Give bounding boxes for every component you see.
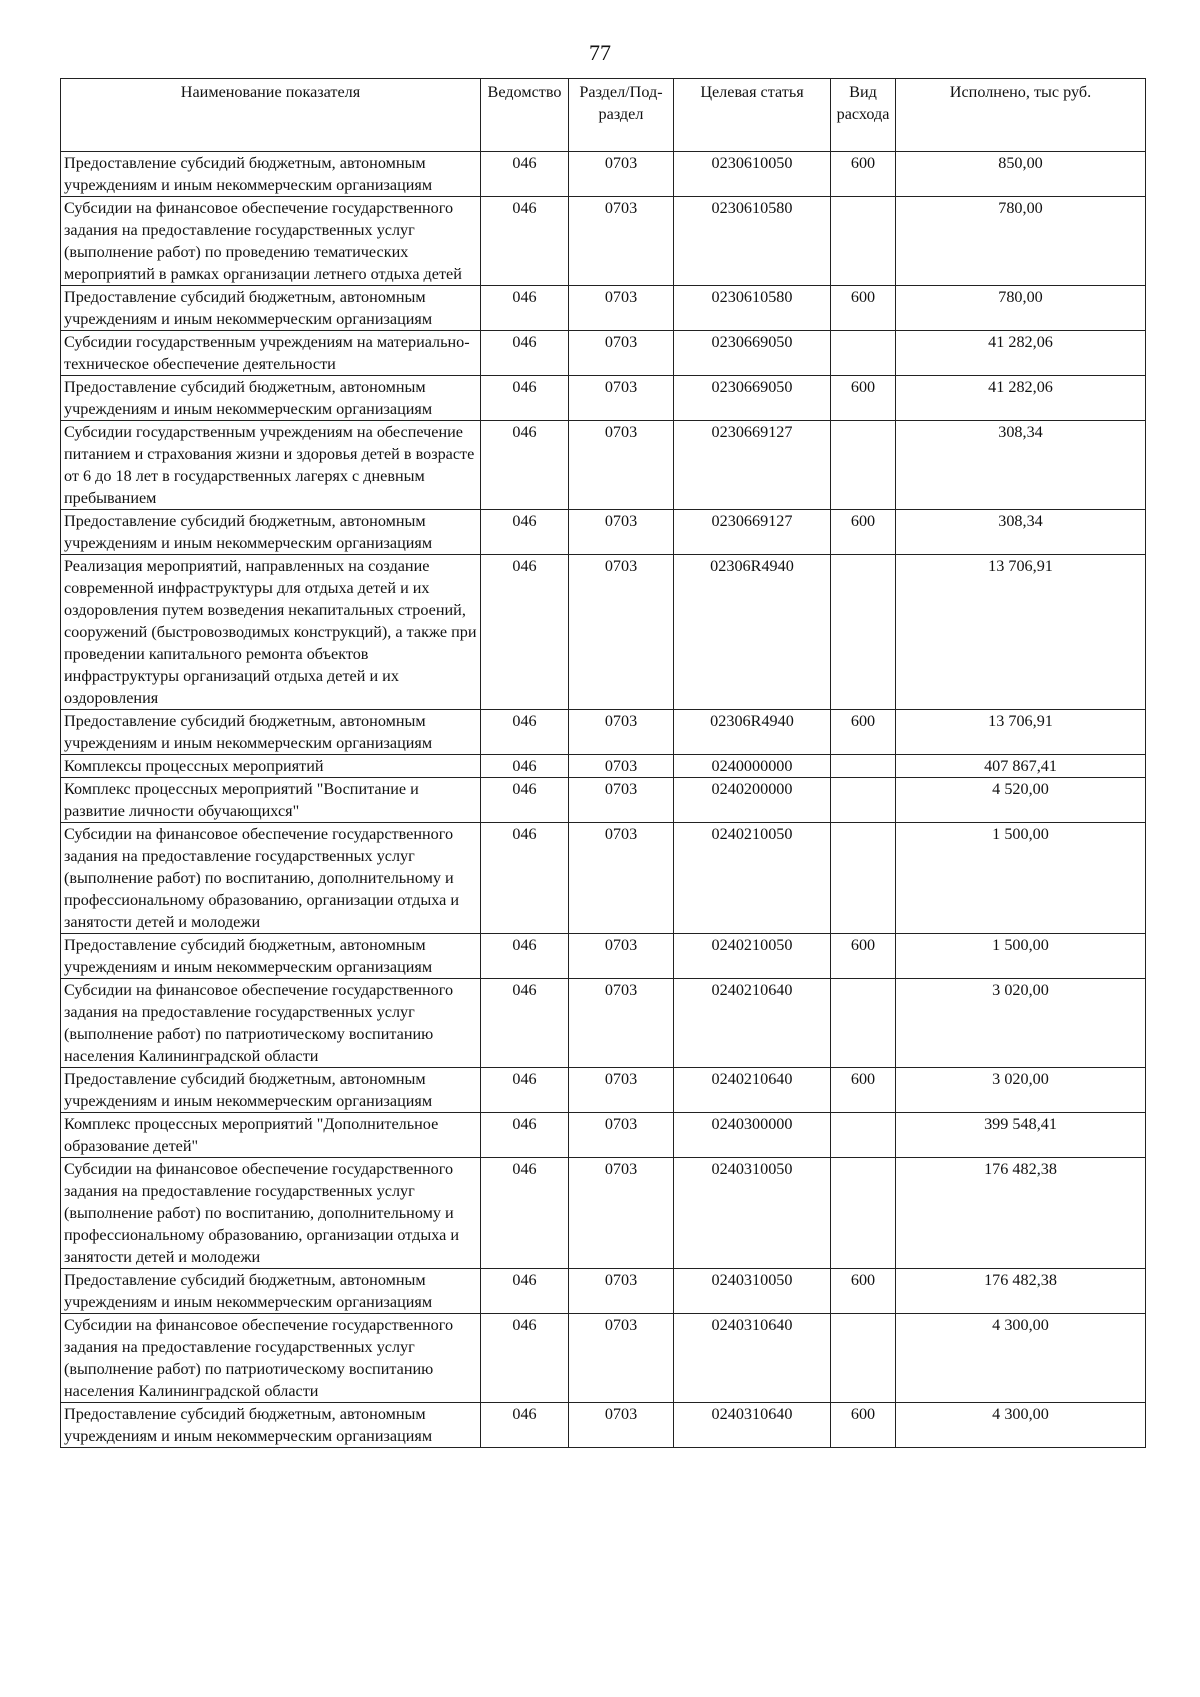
cell-section: 0703 — [569, 152, 674, 197]
table-row — [61, 555, 1146, 710]
table-row — [61, 286, 1146, 331]
cell-indicator-name: Комплексы процессных мероприятий — [61, 755, 481, 778]
cell-indicator-name: Комплекс процессных мероприятий "Дополнительное образование детей" — [61, 1113, 481, 1158]
header-target-item: Целевая статья — [674, 79, 831, 152]
cell-executed-amount: 176 482,38 — [896, 1269, 1146, 1314]
cell-section: 0703 — [569, 510, 674, 555]
cell-department: 046 — [481, 152, 569, 197]
cell-target-item: 02306R4940 — [674, 710, 831, 755]
cell-indicator-name: Субсидии на финансовое обеспечение государственного задания на предоставление государственных услуг (выполнение работ) по проведению тематических мероприятий в рамках организации летнего отдыха детей — [61, 197, 481, 286]
cell-department: 046 — [481, 823, 569, 934]
cell-expense-type — [831, 555, 896, 710]
cell-expense-type: 600 — [831, 1403, 896, 1448]
cell-target-item: 0230610580 — [674, 197, 831, 286]
cell-expense-type — [831, 421, 896, 510]
cell-expense-type — [831, 1158, 896, 1269]
cell-department: 046 — [481, 421, 569, 510]
cell-indicator-name: Субсидии государственным учреждениям на обеспечение питанием и страхования жизни и здоровья детей в возрасте от 6 до 18 лет в государственных лагерях с дневным пребыванием — [61, 421, 481, 510]
cell-department: 046 — [481, 1158, 569, 1269]
cell-executed-amount: 1 500,00 — [896, 934, 1146, 979]
table-row — [61, 421, 1146, 510]
cell-executed-amount: 780,00 — [896, 197, 1146, 286]
cell-executed-amount: 399 548,41 — [896, 1113, 1146, 1158]
cell-section: 0703 — [569, 1158, 674, 1269]
cell-executed-amount: 41 282,06 — [896, 376, 1146, 421]
cell-executed-amount: 308,34 — [896, 421, 1146, 510]
cell-executed-amount: 407 867,41 — [896, 755, 1146, 778]
table-row — [61, 197, 1146, 286]
cell-section: 0703 — [569, 1314, 674, 1403]
cell-executed-amount: 4 520,00 — [896, 778, 1146, 823]
table-row — [61, 1068, 1146, 1113]
cell-department: 046 — [481, 1068, 569, 1113]
table-row — [61, 778, 1146, 823]
cell-section: 0703 — [569, 823, 674, 934]
header-expense-type: Вид расхода — [831, 79, 896, 152]
cell-expense-type — [831, 331, 896, 376]
cell-section: 0703 — [569, 376, 674, 421]
cell-section: 0703 — [569, 755, 674, 778]
table-row — [61, 1269, 1146, 1314]
cell-target-item: 0240310640 — [674, 1314, 831, 1403]
table-row — [61, 979, 1146, 1068]
cell-executed-amount: 176 482,38 — [896, 1158, 1146, 1269]
cell-expense-type: 600 — [831, 152, 896, 197]
cell-indicator-name: Субсидии на финансовое обеспечение государственного задания на предоставление государственных услуг (выполнение работ) по воспитанию, дополнительному и профессиональному образованию, организации отдыха и занятости детей и молодежи — [61, 1158, 481, 1269]
cell-section: 0703 — [569, 555, 674, 710]
cell-section: 0703 — [569, 979, 674, 1068]
cell-executed-amount: 780,00 — [896, 286, 1146, 331]
cell-department: 046 — [481, 1403, 569, 1448]
cell-target-item: 0230669050 — [674, 376, 831, 421]
cell-executed-amount: 1 500,00 — [896, 823, 1146, 934]
cell-executed-amount: 850,00 — [896, 152, 1146, 197]
table-row — [61, 331, 1146, 376]
cell-target-item: 0240210050 — [674, 823, 831, 934]
cell-department: 046 — [481, 1113, 569, 1158]
cell-target-item: 0240210640 — [674, 979, 831, 1068]
cell-expense-type — [831, 1113, 896, 1158]
cell-target-item: 0230669050 — [674, 331, 831, 376]
cell-indicator-name: Предоставление субсидий бюджетным, автономным учреждениям и иным некоммерческим организациям — [61, 710, 481, 755]
cell-executed-amount: 13 706,91 — [896, 710, 1146, 755]
cell-target-item: 0230669127 — [674, 510, 831, 555]
cell-target-item: 0240310640 — [674, 1403, 831, 1448]
table-header — [61, 79, 1146, 152]
cell-indicator-name: Субсидии на финансовое обеспечение государственного задания на предоставление государственных услуг (выполнение работ) по патриотическому воспитанию населения Калининградской области — [61, 979, 481, 1068]
cell-indicator-name: Комплекс процессных мероприятий "Воспитание и развитие личности обучающихся" — [61, 778, 481, 823]
table-row — [61, 1314, 1146, 1403]
table-row — [61, 755, 1146, 778]
cell-indicator-name: Предоставление субсидий бюджетным, автономным учреждениям и иным некоммерческим организациям — [61, 1269, 481, 1314]
cell-department: 046 — [481, 710, 569, 755]
cell-department: 046 — [481, 755, 569, 778]
cell-department: 046 — [481, 376, 569, 421]
cell-expense-type — [831, 823, 896, 934]
cell-indicator-name: Субсидии на финансовое обеспечение государственного задания на предоставление государственных услуг (выполнение работ) по воспитанию, дополнительному и профессиональному образованию, организации отдыха и занятости детей и молодежи — [61, 823, 481, 934]
cell-executed-amount: 13 706,91 — [896, 555, 1146, 710]
cell-department: 046 — [481, 1269, 569, 1314]
cell-expense-type — [831, 1314, 896, 1403]
cell-indicator-name: Предоставление субсидий бюджетным, автономным учреждениям и иным некоммерческим организациям — [61, 510, 481, 555]
cell-department: 046 — [481, 555, 569, 710]
cell-target-item: 0240310050 — [674, 1269, 831, 1314]
cell-executed-amount: 3 020,00 — [896, 1068, 1146, 1113]
cell-target-item: 0240210050 — [674, 934, 831, 979]
cell-expense-type — [831, 197, 896, 286]
header-indicator-name: Наименование показателя — [61, 79, 481, 152]
table-row — [61, 376, 1146, 421]
cell-indicator-name: Предоставление субсидий бюджетным, автономным учреждениям и иным некоммерческим организациям — [61, 376, 481, 421]
cell-target-item: 0240210640 — [674, 1068, 831, 1113]
table-row — [61, 710, 1146, 755]
cell-section: 0703 — [569, 286, 674, 331]
cell-section: 0703 — [569, 331, 674, 376]
page-number: 77 — [589, 40, 611, 65]
cell-indicator-name: Предоставление субсидий бюджетным, автономным учреждениям и иным некоммерческим организациям — [61, 152, 481, 197]
cell-executed-amount: 41 282,06 — [896, 331, 1146, 376]
cell-section: 0703 — [569, 1269, 674, 1314]
table-row — [61, 510, 1146, 555]
cell-target-item: 0240200000 — [674, 778, 831, 823]
table-row — [61, 1403, 1146, 1448]
header-department: Ведомство — [481, 79, 569, 152]
cell-expense-type: 600 — [831, 1269, 896, 1314]
cell-department: 046 — [481, 979, 569, 1068]
cell-section: 0703 — [569, 1068, 674, 1113]
cell-expense-type: 600 — [831, 1068, 896, 1113]
cell-indicator-name: Предоставление субсидий бюджетным, автономным учреждениям и иным некоммерческим организациям — [61, 934, 481, 979]
cell-target-item: 0240310050 — [674, 1158, 831, 1269]
cell-target-item: 0240300000 — [674, 1113, 831, 1158]
cell-section: 0703 — [569, 710, 674, 755]
table-row — [61, 152, 1146, 197]
table-row — [61, 823, 1146, 934]
cell-executed-amount: 4 300,00 — [896, 1403, 1146, 1448]
cell-indicator-name: Предоставление субсидий бюджетным, автономным учреждениям и иным некоммерческим организациям — [61, 1068, 481, 1113]
cell-expense-type — [831, 778, 896, 823]
cell-expense-type: 600 — [831, 510, 896, 555]
cell-expense-type: 600 — [831, 286, 896, 331]
cell-section: 0703 — [569, 934, 674, 979]
cell-target-item: 0230610580 — [674, 286, 831, 331]
cell-section: 0703 — [569, 1113, 674, 1158]
cell-department: 046 — [481, 197, 569, 286]
table-body — [61, 152, 1146, 1448]
header-executed-amount: Исполнено, тыс руб. — [896, 79, 1146, 152]
cell-section: 0703 — [569, 1403, 674, 1448]
cell-section: 0703 — [569, 421, 674, 510]
cell-indicator-name: Субсидии государственным учреждениям на материально-техническое обеспечение деятельности — [61, 331, 481, 376]
cell-expense-type — [831, 979, 896, 1068]
cell-department: 046 — [481, 1314, 569, 1403]
cell-target-item: 0230610050 — [674, 152, 831, 197]
cell-target-item: 02306R4940 — [674, 555, 831, 710]
cell-department: 046 — [481, 778, 569, 823]
cell-expense-type — [831, 755, 896, 778]
cell-indicator-name: Субсидии на финансовое обеспечение государственного задания на предоставление государственных услуг (выполнение работ) по патриотическому воспитанию населения Калининградской области — [61, 1314, 481, 1403]
cell-expense-type: 600 — [831, 376, 896, 421]
table-row — [61, 1113, 1146, 1158]
cell-target-item: 0230669127 — [674, 421, 831, 510]
cell-department: 046 — [481, 510, 569, 555]
header-section: Раздел/Под-раздел — [569, 79, 674, 152]
table-header-row — [61, 79, 1146, 152]
table-row — [61, 934, 1146, 979]
cell-executed-amount: 4 300,00 — [896, 1314, 1146, 1403]
cell-target-item: 0240000000 — [674, 755, 831, 778]
table-row — [61, 1158, 1146, 1269]
cell-department: 046 — [481, 934, 569, 979]
cell-department: 046 — [481, 331, 569, 376]
cell-expense-type: 600 — [831, 710, 896, 755]
cell-executed-amount: 3 020,00 — [896, 979, 1146, 1068]
cell-executed-amount: 308,34 — [896, 510, 1146, 555]
cell-indicator-name: Реализация мероприятий, направленных на создание современной инфраструктуры для отдыха детей и их оздоровления путем возведения некапитальных строений, сооружений (быстровозводимых конструкций), а также при проведении капитального ремонта объектов инфраструктуры организаций отдыха детей и их оздоровления — [61, 555, 481, 710]
cell-expense-type: 600 — [831, 934, 896, 979]
cell-section: 0703 — [569, 778, 674, 823]
budget-execution-table — [60, 78, 1146, 1448]
cell-section: 0703 — [569, 197, 674, 286]
cell-indicator-name: Предоставление субсидий бюджетным, автономным учреждениям и иным некоммерческим организациям — [61, 1403, 481, 1448]
cell-indicator-name: Предоставление субсидий бюджетным, автономным учреждениям и иным некоммерческим организациям — [61, 286, 481, 331]
cell-department: 046 — [481, 286, 569, 331]
